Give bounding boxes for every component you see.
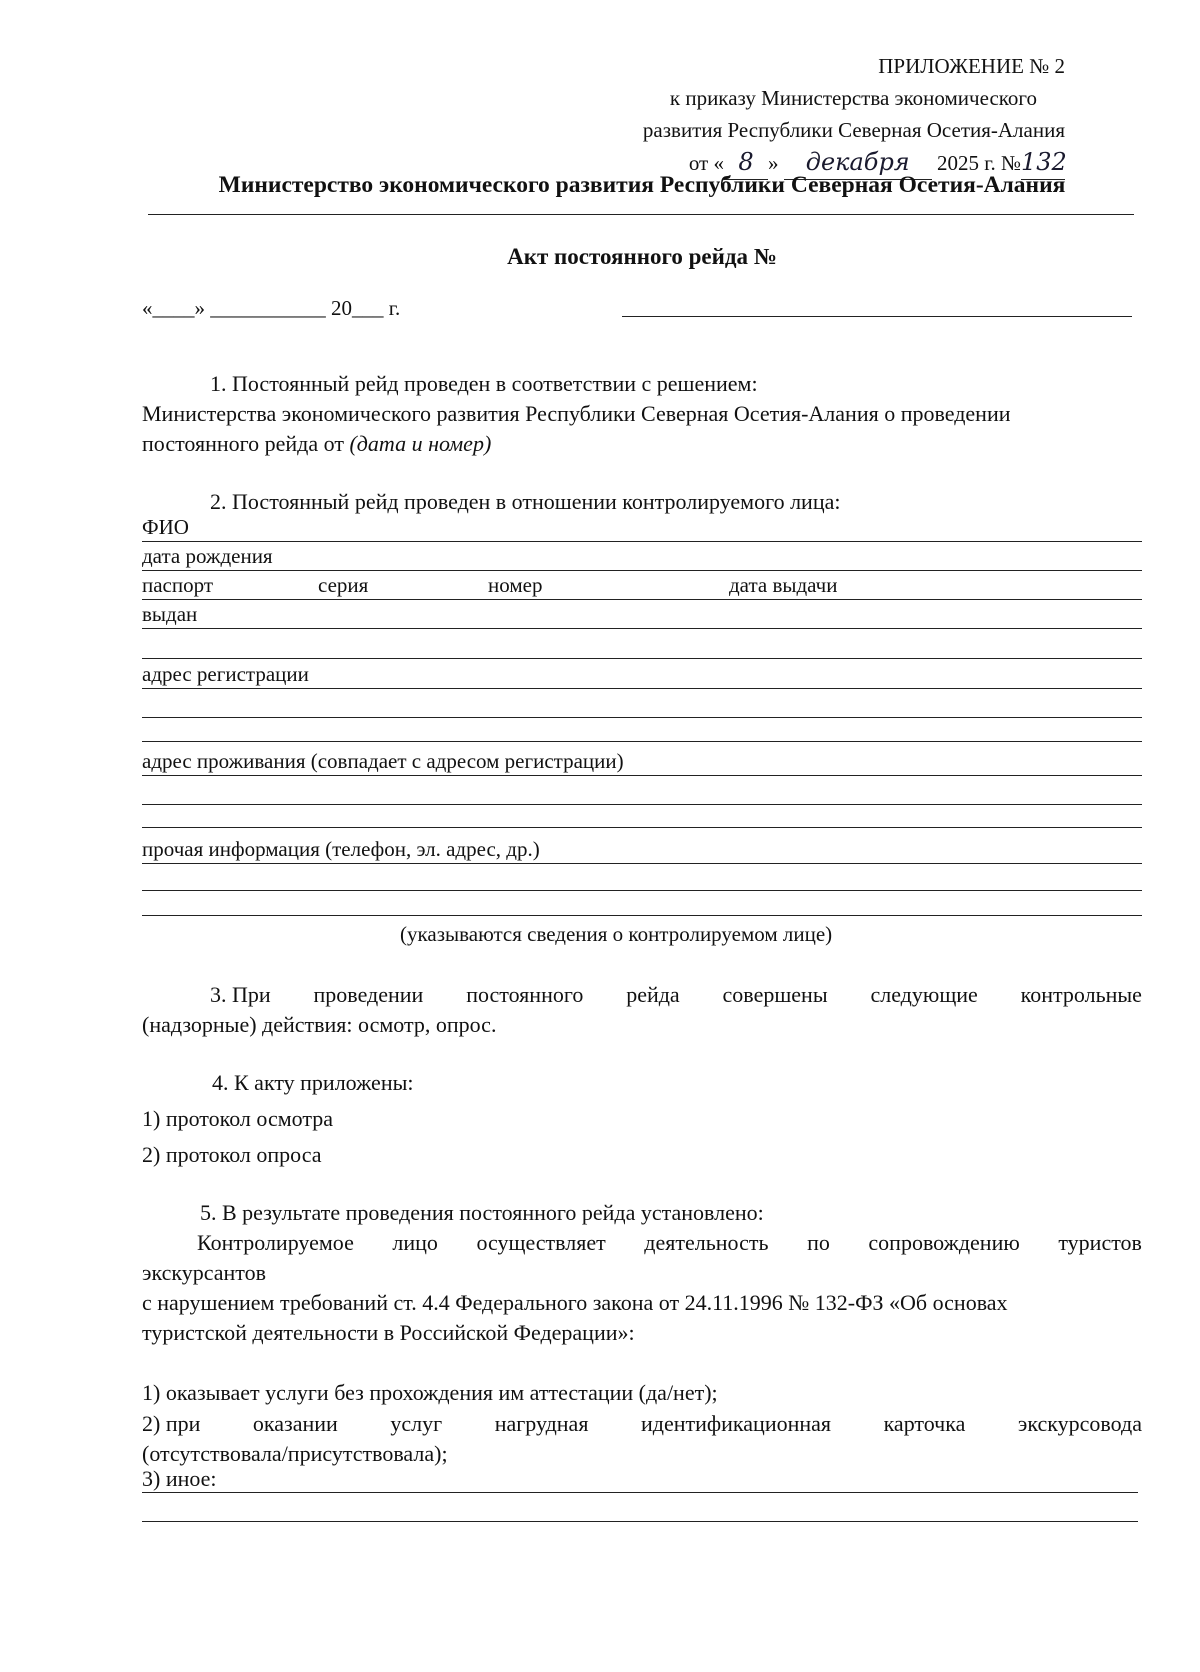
- section3-word: проведении: [313, 982, 424, 1007]
- series-label: серия: [318, 573, 369, 597]
- section3-word: следующие: [870, 982, 978, 1007]
- section5-line4: туристской деятельности в Российской Федерации»:: [142, 1320, 635, 1345]
- section5-item2-word: услуг: [390, 1411, 443, 1436]
- section5-line3: с нарушением требований ст. 4.4 Федерального закона от 24.11.1996 № 132-ФЗ «Об основах: [142, 1290, 1008, 1315]
- section3-word: 3. При: [210, 982, 271, 1007]
- section5-word: деятельность: [644, 1230, 769, 1255]
- section5-item2-word: экскурсовода: [1017, 1411, 1142, 1436]
- number-label: номер: [488, 573, 543, 597]
- section5-heading: 5. В результате проведения постоянного рейда установлено:: [200, 1200, 764, 1225]
- section1-line1: 1. Постоянный рейд проведен в соответствии с решением:: [210, 371, 758, 396]
- other-label: 3) иное:: [142, 1466, 217, 1491]
- section5-item2-word: оказании: [252, 1411, 338, 1436]
- fio-label: ФИО: [142, 515, 189, 539]
- live-address-field: [142, 747, 1142, 776]
- appendix-line2: развития Республики Северная Осетия-Алания: [642, 118, 1065, 142]
- place-blank: [622, 316, 1132, 317]
- section5-item2-word: нагрудная: [494, 1411, 589, 1436]
- section4-item1: 1) протокол осмотра: [142, 1106, 333, 1131]
- section3-word: контрольные: [1020, 982, 1142, 1007]
- section5-word: лицо: [392, 1230, 438, 1255]
- handwritten-number: 132: [1021, 148, 1067, 176]
- ministry-title: Министерство экономического развития Республики Северная Осетия-Алания: [218, 172, 1066, 198]
- section1-line3-prefix: постоянного рейда от: [142, 431, 350, 456]
- section5-word: туристов: [1058, 1230, 1142, 1255]
- appendix-block: [643, 50, 1065, 180]
- date-mid: »: [767, 151, 779, 175]
- passport-label: паспорт: [142, 573, 214, 597]
- section5-item2-line2: (отсутствовала/присутствовала);: [142, 1441, 448, 1466]
- blank-line: [142, 890, 1142, 891]
- section5-item2: [142, 1408, 1142, 1439]
- section5-word: по: [807, 1230, 830, 1255]
- section3-line2: (надзорные) действия: осмотр, опрос.: [142, 1012, 497, 1037]
- section5-word: осуществляет: [476, 1230, 606, 1255]
- passport-field: [142, 571, 1142, 600]
- blank-line: [142, 717, 1142, 718]
- blank-line: [142, 915, 1142, 916]
- other-info-label: прочая информация (телефон, эл. адрес, др.): [142, 837, 540, 861]
- section5-line1: [142, 1227, 1142, 1258]
- section1-date-hint: (дата и номер): [349, 431, 492, 456]
- fio-field: [142, 513, 1142, 542]
- issued-by-field: [142, 600, 1142, 629]
- section2-heading: 2. Постоянный рейд проведен в отношении контролируемого лица:: [210, 489, 841, 514]
- section3-word: совершены: [722, 982, 828, 1007]
- reg-address-label: адрес регистрации: [142, 662, 309, 686]
- appendix-line1: к приказу Министерства экономического: [669, 86, 1037, 110]
- section5-item2-word: карточка: [883, 1411, 966, 1436]
- section5-word: Контролируемое: [197, 1230, 354, 1255]
- section5-word: сопровождению: [868, 1230, 1020, 1255]
- blank-line: [142, 658, 1142, 659]
- act-title: Акт постоянного рейда №: [507, 244, 777, 269]
- header-divider: [148, 214, 1134, 215]
- section4-item2: 2) протокол опроса: [142, 1142, 322, 1167]
- date-prefix: от «: [688, 151, 724, 175]
- handwritten-day: 8: [738, 148, 754, 176]
- act-date-line: «____» ___________ 20___ г.: [142, 296, 401, 320]
- section5-item2-word: идентификационная: [641, 1411, 832, 1436]
- section4-heading: 4. К акту приложены:: [212, 1070, 414, 1095]
- blank-line: [142, 1521, 1138, 1522]
- birth-label: дата рождения: [142, 544, 273, 568]
- issued-by-label: выдан: [142, 602, 198, 626]
- section3-line1: [142, 979, 1142, 1010]
- section3-word: рейда: [626, 982, 680, 1007]
- issue-date-label: дата выдачи: [729, 573, 838, 597]
- section5-item2-word: 2) при: [142, 1411, 201, 1436]
- live-address-label: адрес проживания (совпадает с адресом регистрации): [142, 749, 624, 773]
- date-year: 2025 г. №: [936, 151, 1021, 175]
- appendix-title: ПРИЛОЖЕНИЕ № 2: [878, 54, 1065, 78]
- reg-address-field: [142, 660, 1142, 689]
- section3-word: постоянного: [466, 982, 584, 1007]
- blank-line: [142, 827, 1142, 828]
- section1-line2: Министерства экономического развития Республики Северная Осетия-Алания о проведении: [142, 401, 1011, 426]
- blank-line: [142, 804, 1142, 805]
- section5-item1: 1) оказывает услуги без прохождения им аттестации (да/нет);: [142, 1380, 718, 1405]
- handwritten-month: декабря: [805, 148, 910, 176]
- section1-line3: [142, 428, 1142, 459]
- other-field: [142, 1466, 1138, 1493]
- other-info-field: [142, 835, 1142, 864]
- section5-line2: экскурсантов: [142, 1260, 267, 1285]
- birth-field: [142, 542, 1142, 571]
- section2-caption: (указываются сведения о контролируемом лице): [400, 922, 833, 946]
- blank-line: [142, 741, 1142, 742]
